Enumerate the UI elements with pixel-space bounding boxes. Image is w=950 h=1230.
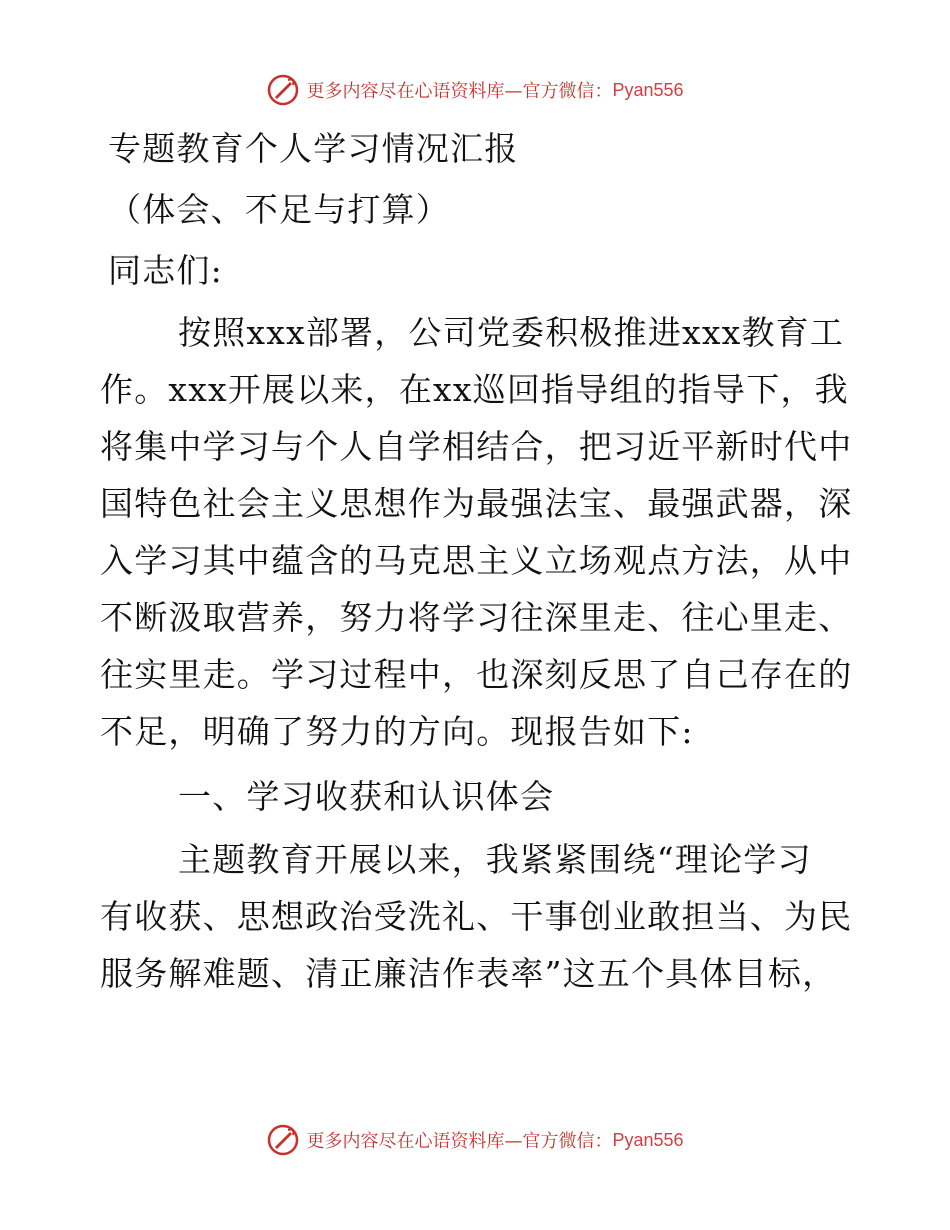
paragraph-line: 主题教育开展以来，我紧紧围绕“理论学习 [178, 840, 812, 879]
banner-wechat-id: Pyan556 [612, 1129, 684, 1150]
header-watermark-banner [0, 70, 950, 110]
document-subtitle: （体会、不足与打算） [108, 190, 450, 229]
paragraph-line: 将集中学习与个人自学相结合，把习近平新时代中 [100, 427, 853, 466]
paragraph-line: 作。xxx开展以来，在xx巡回指导组的指导下，我 [100, 370, 849, 409]
paragraph-line: 往实里走。学习过程中，也深刻反思了自己存在的 [100, 655, 853, 694]
paragraph-line: 国特色社会主义思想作为最强法宝、最强武器，深 [100, 484, 853, 523]
paragraph-line: 有收获、思想政治受洗礼、干事创业敢担当、为民 [100, 897, 853, 936]
quill-logo-icon [266, 73, 300, 107]
paragraph-line: 入学习其中蕴含的马克思主义立场观点方法，从中 [100, 541, 853, 580]
banner-text: 更多内容尽在心语资料库—官方微信： [306, 81, 613, 102]
paragraph-line: 不断汲取营养，努力将学习往深里走、往心里走、 [100, 598, 853, 637]
quill-logo-icon [266, 1123, 300, 1157]
salutation: 同志们: [108, 251, 223, 290]
paragraph-line: 服务解难题、清正廉洁作表率”这五个具体目标， [100, 954, 837, 993]
paragraph-line: 不足，明确了努力的方向。现报告如下: [100, 712, 694, 751]
section-heading: 一、学习收获和认识体会 [178, 777, 555, 816]
paragraph-section1 [100, 831, 860, 1002]
paragraph-intro [100, 304, 860, 760]
document-body [100, 120, 860, 1002]
document-title: 专题教育个人学习情况汇报 [108, 129, 519, 168]
footer-watermark-banner [0, 1120, 950, 1160]
paragraph-line: 按照xxx部署，公司党委积极推进xxx教育工 [178, 313, 845, 352]
banner-wechat-id: Pyan556 [612, 79, 684, 100]
banner-text: 更多内容尽在心语资料库—官方微信： [306, 1131, 613, 1152]
